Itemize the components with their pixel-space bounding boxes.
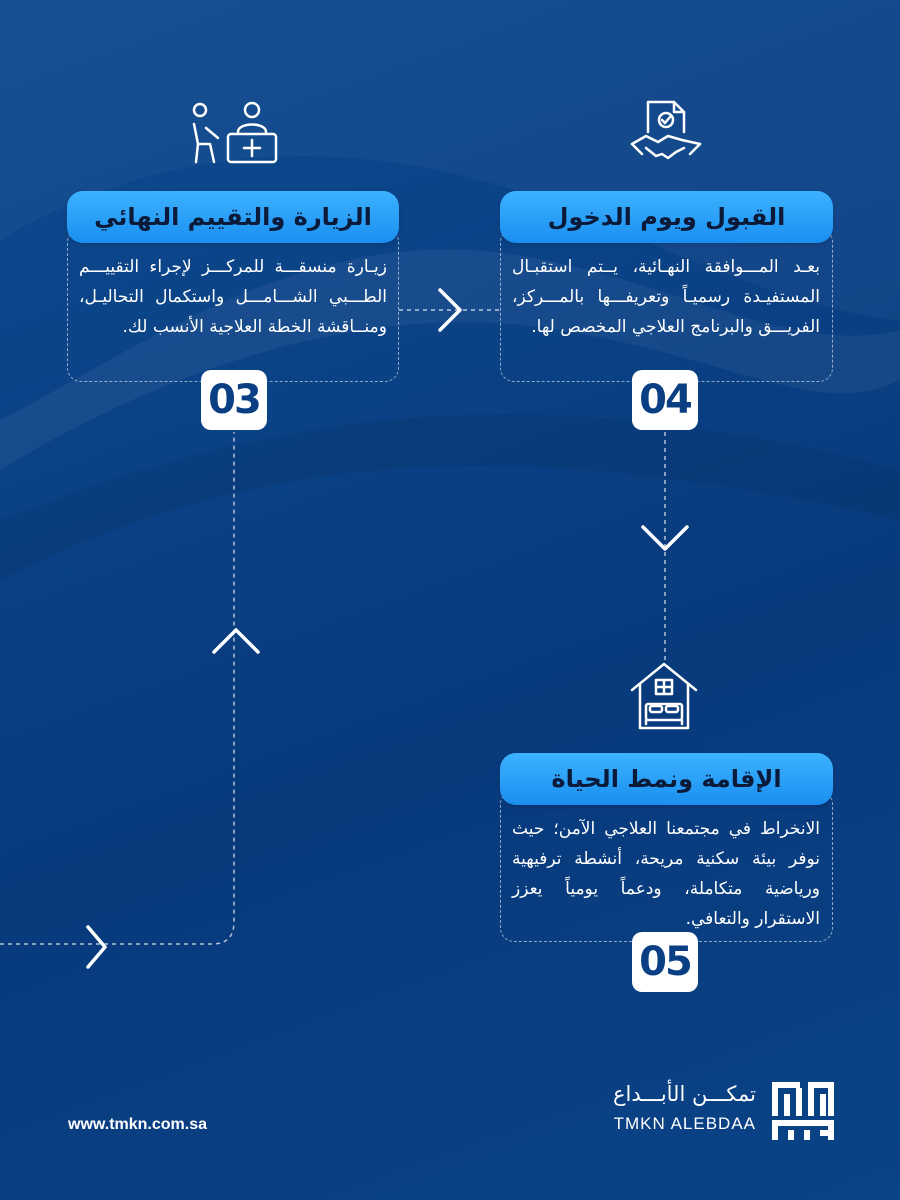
logo-arabic-text: تمكـــن الأبـــداع bbox=[612, 1082, 756, 1106]
handshake-agreement-icon bbox=[628, 96, 704, 172]
house-bed-icon bbox=[628, 660, 700, 732]
step-05-body: الانخراط في مجتمعنا العلاجي الآمن؛ حيث نوفر بيئة سكنية مريحة، أنشطة ترفيهية ورياضية متكاملة، ودعماً يومياً يعزز الاستقرار والتعافي. bbox=[512, 819, 820, 929]
logo-english-text: TMKN ALEBDAA bbox=[613, 1114, 756, 1133]
tmkn-logo-mark bbox=[770, 1078, 836, 1142]
step-03-number-badge: 03 bbox=[201, 370, 267, 430]
website-link[interactable]: www.tmkn.com.sa bbox=[68, 1116, 207, 1133]
chevron-right-icon bbox=[88, 927, 105, 967]
step-04-body: بعـد المـــوافقة النهـائية، يــتم استقبـال المستفيـدة رسميـاً وتعريفـــها بالمـــركز، الفريـــق والبرنامج العلاجي المخصص لها. bbox=[512, 257, 820, 337]
step-03-body: زيـارة منسقـــة للمركـــز لإجراء التقييـــم الطـــبي الشـــامـــل واستكمال التحاليـل، ومنــاقشة الخطة العلاجية الأنسب لك. bbox=[79, 257, 387, 337]
step-05-number-badge: 05 bbox=[632, 932, 698, 992]
step-05-title: الإقامة ونمط الحياة bbox=[500, 753, 833, 805]
doctor-consultation-icon bbox=[188, 98, 280, 170]
chevron-up-icon bbox=[214, 630, 258, 652]
tmkn-logo bbox=[606, 1078, 836, 1142]
step-04-number-badge: 04 bbox=[632, 370, 698, 430]
step-04-title: القبول ويوم الدخول bbox=[500, 191, 833, 243]
step-03-title: الزيارة والتقييم النهائي bbox=[67, 191, 399, 243]
